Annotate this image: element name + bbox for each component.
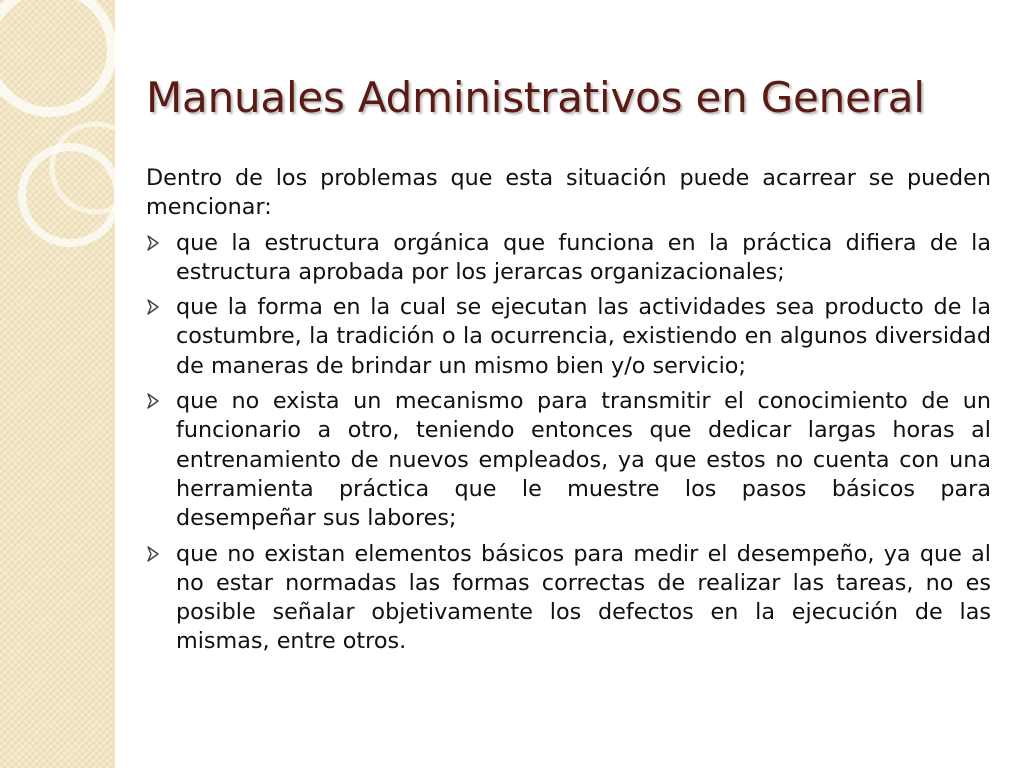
- bullet-text: que no existan elementos básicos para medir el desempeño, ya que al no estar normadas las formas correctas de realizar las tareas, no es posible señalar objetivamente los defectos en la ejecución de las mismas, entre otros.: [176, 540, 991, 655]
- bullet-list: [146, 229, 991, 657]
- bullet-item: [146, 540, 991, 657]
- arrow-bullet-icon: [146, 393, 160, 409]
- bullet-item: [146, 293, 991, 381]
- arrow-bullet-icon: [146, 546, 160, 562]
- bullet-text: que no exista un mecanismo para transmitir el conocimiento de un funcionario a otro, teniendo entonces que dedicar largas horas al entrenamiento de nuevos empleados, ya que estos no cuenta con una herramienta práctica que le muestre los pasos básicos para desempeñar sus labores;: [176, 388, 991, 532]
- arrow-bullet-icon: [146, 299, 160, 315]
- bullet-item: [146, 229, 991, 288]
- arrow-bullet-icon: [146, 235, 160, 251]
- bullet-text: que la forma en la cual se ejecutan las actividades sea producto de la costumbre, la tradición o la ocurrencia, existiendo en algunos diversidad de maneras de brindar un mismo bien y/o servicio;: [176, 294, 991, 379]
- bullet-item: [146, 387, 991, 533]
- intro-paragraph: Dentro de los problemas que esta situación puede acarrear se pueden mencionar:: [146, 165, 991, 221]
- slide-title: Manuales Administrativos en General: [146, 73, 925, 122]
- decorative-rings: [0, 0, 120, 260]
- bullet-text: que la estructura orgánica que funciona en la práctica difiera de la estructura aprobada por los jerarcas organizacionales;: [176, 229, 991, 285]
- slide-body: [146, 164, 991, 663]
